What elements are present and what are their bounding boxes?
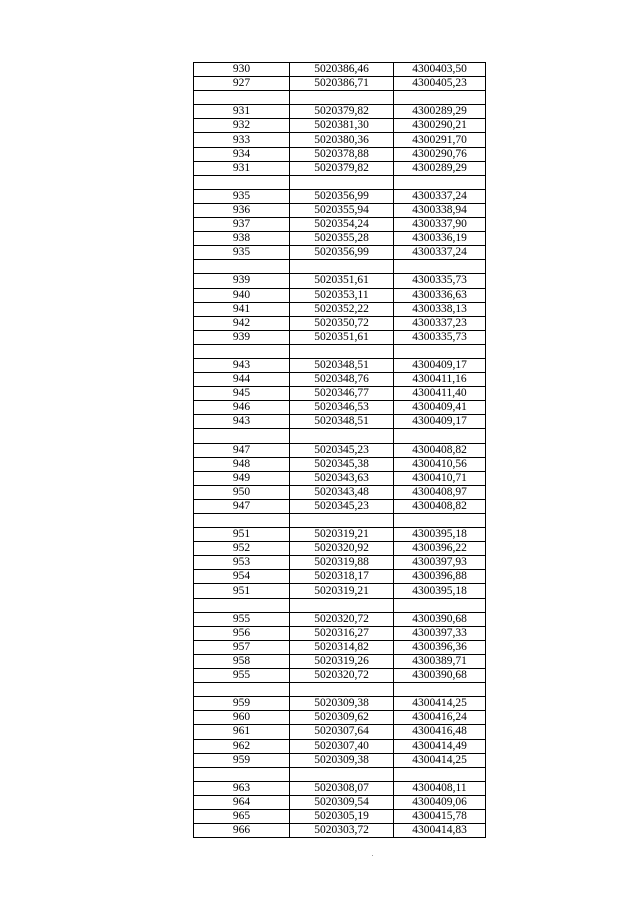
y-coordinate-cell (394, 683, 486, 697)
table-row (194, 669, 486, 683)
point-number-cell: 931 (194, 105, 290, 119)
y-coordinate-cell: 4300335,73 (394, 274, 486, 288)
point-number-cell: 942 (194, 316, 290, 330)
point-number-cell: 955 (194, 669, 290, 683)
table-row (194, 457, 486, 471)
y-coordinate-cell: 4300336,63 (394, 288, 486, 302)
y-coordinate-cell (394, 260, 486, 274)
x-coordinate-cell: 5020348,51 (290, 358, 394, 372)
y-coordinate-cell: 4300289,29 (394, 105, 486, 119)
y-coordinate-cell: 4300290,76 (394, 147, 486, 161)
point-number-cell: 962 (194, 739, 290, 753)
point-number-cell (194, 683, 290, 697)
y-coordinate-cell (394, 344, 486, 358)
table-separator-row (194, 175, 486, 189)
x-coordinate-cell: 5020346,53 (290, 401, 394, 415)
y-coordinate-cell: 4300396,36 (394, 640, 486, 654)
point-number-cell: 955 (194, 612, 290, 626)
x-coordinate-cell: 5020307,40 (290, 739, 394, 753)
y-coordinate-cell: 4300409,41 (394, 401, 486, 415)
point-number-cell: 945 (194, 387, 290, 401)
table-row (194, 443, 486, 457)
y-coordinate-cell: 4300414,83 (394, 824, 486, 838)
y-coordinate-cell: 4300289,29 (394, 161, 486, 175)
x-coordinate-cell: 5020355,28 (290, 232, 394, 246)
point-number-cell: 930 (194, 63, 290, 77)
y-coordinate-cell (394, 429, 486, 443)
x-coordinate-cell: 5020316,27 (290, 626, 394, 640)
x-coordinate-cell: 5020320,92 (290, 542, 394, 556)
point-number-cell: 957 (194, 640, 290, 654)
y-coordinate-cell: 4300414,49 (394, 739, 486, 753)
y-coordinate-cell: 4300414,25 (394, 697, 486, 711)
x-coordinate-cell: 5020379,82 (290, 161, 394, 175)
y-coordinate-cell: 4300337,24 (394, 189, 486, 203)
table-row (194, 471, 486, 485)
table-row (194, 316, 486, 330)
y-coordinate-cell: 4300397,33 (394, 626, 486, 640)
table-row (194, 556, 486, 570)
x-coordinate-cell: 5020318,17 (290, 570, 394, 584)
table-row (194, 246, 486, 260)
y-coordinate-cell: 4300411,16 (394, 373, 486, 387)
y-coordinate-cell: 4300408,82 (394, 499, 486, 513)
y-coordinate-cell: 4300408,82 (394, 443, 486, 457)
x-coordinate-cell: 5020309,62 (290, 711, 394, 725)
point-number-cell: 959 (194, 697, 290, 711)
y-coordinate-cell: 4300390,68 (394, 669, 486, 683)
y-coordinate-cell: 4300409,17 (394, 415, 486, 429)
point-number-cell: 934 (194, 147, 290, 161)
x-coordinate-cell: 5020345,23 (290, 499, 394, 513)
table-row (194, 330, 486, 344)
point-number-cell: 948 (194, 457, 290, 471)
point-number-cell: 964 (194, 795, 290, 809)
table-row (194, 570, 486, 584)
table-row (194, 147, 486, 161)
x-coordinate-cell: 5020307,64 (290, 725, 394, 739)
x-coordinate-cell: 5020309,38 (290, 697, 394, 711)
y-coordinate-cell: 4300338,13 (394, 302, 486, 316)
point-number-cell: 944 (194, 373, 290, 387)
point-number-cell (194, 91, 290, 105)
table-separator-row (194, 429, 486, 443)
x-coordinate-cell: 5020379,82 (290, 105, 394, 119)
y-coordinate-cell: 4300416,48 (394, 725, 486, 739)
y-coordinate-cell: 4300291,70 (394, 133, 486, 147)
table-row (194, 133, 486, 147)
point-number-cell: 932 (194, 119, 290, 133)
x-coordinate-cell: 5020356,99 (290, 246, 394, 260)
y-coordinate-cell: 4300411,40 (394, 387, 486, 401)
x-coordinate-cell: 5020345,38 (290, 457, 394, 471)
point-number-cell: 947 (194, 443, 290, 457)
table-row (194, 358, 486, 372)
x-coordinate-cell (290, 767, 394, 781)
point-number-cell: 940 (194, 288, 290, 302)
y-coordinate-cell: 4300409,17 (394, 358, 486, 372)
x-coordinate-cell (290, 683, 394, 697)
x-coordinate-cell: 5020314,82 (290, 640, 394, 654)
table-row (194, 654, 486, 668)
y-coordinate-cell: 4300397,93 (394, 556, 486, 570)
y-coordinate-cell: 4300336,19 (394, 232, 486, 246)
x-coordinate-cell: 5020356,99 (290, 189, 394, 203)
x-coordinate-cell: 5020346,77 (290, 387, 394, 401)
y-coordinate-cell: 4300408,11 (394, 781, 486, 795)
point-number-cell (194, 429, 290, 443)
table-separator-row (194, 514, 486, 528)
point-number-cell: 943 (194, 358, 290, 372)
table-row (194, 274, 486, 288)
x-coordinate-cell: 5020378,88 (290, 147, 394, 161)
x-coordinate-cell (290, 514, 394, 528)
point-number-cell: 958 (194, 654, 290, 668)
table-row (194, 739, 486, 753)
table-row (194, 528, 486, 542)
table-row (194, 795, 486, 809)
table-separator-row (194, 91, 486, 105)
x-coordinate-cell: 5020380,36 (290, 133, 394, 147)
table-separator-row (194, 683, 486, 697)
x-coordinate-cell: 5020320,72 (290, 612, 394, 626)
x-coordinate-cell: 5020351,61 (290, 330, 394, 344)
table-row (194, 640, 486, 654)
table-separator-row (194, 767, 486, 781)
point-number-cell: 939 (194, 330, 290, 344)
point-number-cell: 949 (194, 471, 290, 485)
x-coordinate-cell: 5020381,30 (290, 119, 394, 133)
y-coordinate-cell: 4300405,23 (394, 77, 486, 91)
y-coordinate-cell (394, 175, 486, 189)
point-number-cell: 956 (194, 626, 290, 640)
x-coordinate-cell: 5020319,88 (290, 556, 394, 570)
y-coordinate-cell: 4300409,06 (394, 795, 486, 809)
table-row (194, 105, 486, 119)
point-number-cell (194, 175, 290, 189)
y-coordinate-cell: 4300337,23 (394, 316, 486, 330)
point-number-cell (194, 514, 290, 528)
x-coordinate-cell: 5020386,71 (290, 77, 394, 91)
x-coordinate-cell (290, 344, 394, 358)
y-coordinate-cell (394, 598, 486, 612)
x-coordinate-cell: 5020354,24 (290, 218, 394, 232)
x-coordinate-cell: 5020305,19 (290, 809, 394, 823)
y-coordinate-cell (394, 514, 486, 528)
x-coordinate-cell: 5020308,07 (290, 781, 394, 795)
table-row (194, 542, 486, 556)
y-coordinate-cell: 4300395,18 (394, 528, 486, 542)
table-row (194, 415, 486, 429)
table-row (194, 485, 486, 499)
x-coordinate-cell: 5020319,21 (290, 528, 394, 542)
point-number-cell: 953 (194, 556, 290, 570)
y-coordinate-cell (394, 767, 486, 781)
table-row (194, 584, 486, 598)
coordinates-table-body (194, 63, 486, 838)
y-coordinate-cell: 4300337,90 (394, 218, 486, 232)
point-number-cell: 927 (194, 77, 290, 91)
x-coordinate-cell: 5020343,48 (290, 485, 394, 499)
point-number-cell: 951 (194, 584, 290, 598)
x-coordinate-cell: 5020320,72 (290, 669, 394, 683)
table-row (194, 288, 486, 302)
x-coordinate-cell (290, 91, 394, 105)
point-number-cell (194, 767, 290, 781)
table-row (194, 499, 486, 513)
y-coordinate-cell: 4300290,21 (394, 119, 486, 133)
table-row (194, 824, 486, 838)
y-coordinate-cell: 4300396,22 (394, 542, 486, 556)
point-number-cell (194, 598, 290, 612)
point-number-cell (194, 344, 290, 358)
point-number-cell: 946 (194, 401, 290, 415)
table-row (194, 612, 486, 626)
point-number-cell: 941 (194, 302, 290, 316)
x-coordinate-cell: 5020319,26 (290, 654, 394, 668)
x-coordinate-cell: 5020352,22 (290, 302, 394, 316)
point-number-cell: 950 (194, 485, 290, 499)
y-coordinate-cell: 4300389,71 (394, 654, 486, 668)
table-row (194, 387, 486, 401)
y-coordinate-cell: 4300337,24 (394, 246, 486, 260)
table-separator-row (194, 598, 486, 612)
y-coordinate-cell: 4300410,56 (394, 457, 486, 471)
y-coordinate-cell: 4300390,68 (394, 612, 486, 626)
table-row (194, 232, 486, 246)
x-coordinate-cell: 5020303,72 (290, 824, 394, 838)
table-row (194, 781, 486, 795)
table-row (194, 161, 486, 175)
y-coordinate-cell: 4300338,94 (394, 203, 486, 217)
x-coordinate-cell: 5020319,21 (290, 584, 394, 598)
table-row (194, 373, 486, 387)
point-number-cell: 963 (194, 781, 290, 795)
x-coordinate-cell: 5020386,46 (290, 63, 394, 77)
x-coordinate-cell: 5020350,72 (290, 316, 394, 330)
point-number-cell: 951 (194, 528, 290, 542)
coordinates-table (193, 62, 486, 838)
x-coordinate-cell: 5020348,51 (290, 415, 394, 429)
table-row (194, 809, 486, 823)
table-row (194, 189, 486, 203)
y-coordinate-cell: 4300395,18 (394, 584, 486, 598)
table-row (194, 203, 486, 217)
x-coordinate-cell: 5020353,11 (290, 288, 394, 302)
y-coordinate-cell: 4300414,25 (394, 753, 486, 767)
y-coordinate-cell: 4300335,73 (394, 330, 486, 344)
y-coordinate-cell: 4300410,71 (394, 471, 486, 485)
x-coordinate-cell: 5020309,38 (290, 753, 394, 767)
x-coordinate-cell (290, 260, 394, 274)
scan-speck (372, 855, 373, 856)
table-row (194, 302, 486, 316)
point-number-cell (194, 260, 290, 274)
point-number-cell: 966 (194, 824, 290, 838)
x-coordinate-cell: 5020343,63 (290, 471, 394, 485)
x-coordinate-cell (290, 429, 394, 443)
table-row (194, 725, 486, 739)
x-coordinate-cell: 5020345,23 (290, 443, 394, 457)
y-coordinate-cell: 4300416,24 (394, 711, 486, 725)
point-number-cell: 961 (194, 725, 290, 739)
x-coordinate-cell (290, 598, 394, 612)
point-number-cell: 947 (194, 499, 290, 513)
point-number-cell: 931 (194, 161, 290, 175)
x-coordinate-cell: 5020351,61 (290, 274, 394, 288)
point-number-cell: 965 (194, 809, 290, 823)
point-number-cell: 936 (194, 203, 290, 217)
point-number-cell: 952 (194, 542, 290, 556)
point-number-cell: 943 (194, 415, 290, 429)
table-separator-row (194, 344, 486, 358)
y-coordinate-cell: 4300415,78 (394, 809, 486, 823)
table-row (194, 218, 486, 232)
point-number-cell: 935 (194, 189, 290, 203)
x-coordinate-cell: 5020348,76 (290, 373, 394, 387)
table-row (194, 697, 486, 711)
y-coordinate-cell: 4300396,88 (394, 570, 486, 584)
y-coordinate-cell: 4300408,97 (394, 485, 486, 499)
point-number-cell: 959 (194, 753, 290, 767)
y-coordinate-cell: 4300403,50 (394, 63, 486, 77)
x-coordinate-cell: 5020355,94 (290, 203, 394, 217)
table-row (194, 119, 486, 133)
table-row (194, 626, 486, 640)
point-number-cell: 933 (194, 133, 290, 147)
point-number-cell: 937 (194, 218, 290, 232)
point-number-cell: 935 (194, 246, 290, 260)
x-coordinate-cell (290, 175, 394, 189)
table-row (194, 63, 486, 77)
point-number-cell: 938 (194, 232, 290, 246)
table-row (194, 77, 486, 91)
x-coordinate-cell: 5020309,54 (290, 795, 394, 809)
table-row (194, 401, 486, 415)
point-number-cell: 960 (194, 711, 290, 725)
y-coordinate-cell (394, 91, 486, 105)
point-number-cell: 939 (194, 274, 290, 288)
table-row (194, 711, 486, 725)
table-row (194, 753, 486, 767)
table-separator-row (194, 260, 486, 274)
point-number-cell: 954 (194, 570, 290, 584)
